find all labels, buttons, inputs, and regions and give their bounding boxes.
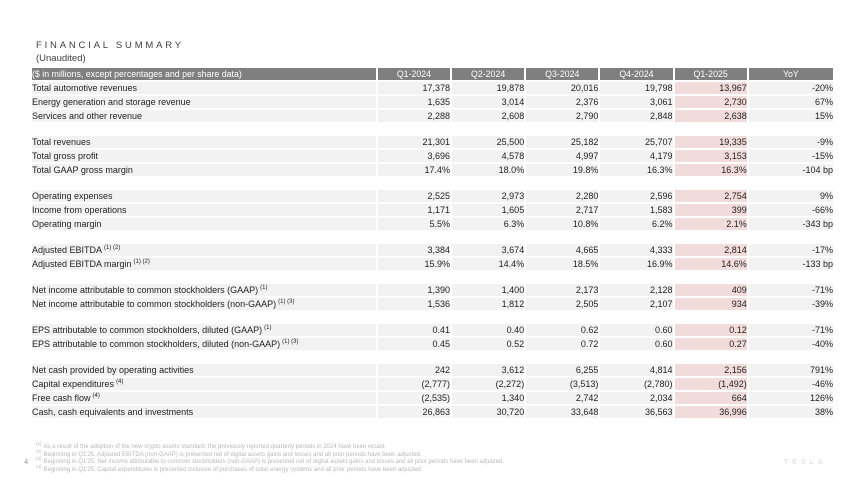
spacer-row [32,272,833,282]
value-cell-highlighted: 664 [675,392,747,404]
value-cell: 3,061 [600,96,672,108]
value-cell-highlighted: 36,996 [675,406,747,418]
row-label-cell [32,392,376,404]
table-row [32,298,833,310]
value-cell: 2,034 [600,392,672,404]
value-cell: 14.4% [452,258,524,270]
value-cell: 0.45 [378,338,450,350]
spacer-cell [675,232,747,242]
row-label: Total gross profit [32,151,99,161]
spacer-row [32,178,833,188]
value-cell: (2,272) [452,378,524,390]
row-label-cell [32,324,376,336]
table-row [32,244,833,256]
table-row [32,218,833,230]
value-cell: 4,665 [526,244,598,256]
value-cell: 0.52 [452,338,524,350]
value-cell: 4,333 [600,244,672,256]
value-cell: 18.0% [452,164,524,176]
value-cell: 9% [749,190,833,202]
value-cell: 2,525 [378,190,450,202]
table-row [32,82,833,94]
footnote-marker: (1) [36,441,42,446]
tesla-watermark-logo: TESLA [784,459,827,466]
value-cell: 1,605 [452,204,524,216]
row-label-cell [32,96,376,108]
row-label-cell [32,338,376,350]
spacer-cell [378,232,450,242]
value-cell: -9% [749,136,833,148]
row-label-cell [32,82,376,94]
value-cell: 3,384 [378,244,450,256]
value-cell: 5.5% [378,218,450,230]
row-label: Net cash provided by operating activities [32,365,194,375]
row-label: Net income attributable to common stockholders (GAAP) [32,285,259,295]
spacer-cell [600,312,672,322]
value-cell: 10.8% [526,218,598,230]
value-cell-highlighted: 0.12 [675,324,747,336]
spacer-cell [452,312,524,322]
value-cell: 3,612 [452,364,524,376]
value-cell: 126% [749,392,833,404]
spacer-cell [526,272,598,282]
value-cell: 30,720 [452,406,524,418]
value-cell: -343 bp [749,218,833,230]
spacer-cell [749,312,833,322]
row-label-cell [32,364,376,376]
value-cell: -15% [749,150,833,162]
value-cell-highlighted: 2.1% [675,218,747,230]
spacer-cell [600,124,672,134]
value-cell: 17.4% [378,164,450,176]
value-cell: 16.3% [600,164,672,176]
row-label-cell [32,258,376,270]
footnote-text: Beginning in Q1'25, Capital expenditures is presented inclusive of purchases of solar energy systems and all prior periods have been adjusted. [43,466,423,473]
value-cell: 0.72 [526,338,598,350]
footnote-line [36,456,504,467]
value-cell: 1,536 [378,298,450,310]
row-label-cell [32,150,376,162]
value-cell: (2,535) [378,392,450,404]
value-cell: 19.8% [526,164,598,176]
value-cell: 16.9% [600,258,672,270]
spacer-cell [749,124,833,134]
value-cell: 1,171 [378,204,450,216]
row-label: Cash, cash equivalents and investments [32,407,194,417]
footnote-line [36,448,504,460]
value-cell: 1,812 [452,298,524,310]
value-cell: 2,280 [526,190,598,202]
row-label: EPS attributable to common stockholders, diluted (GAAP) [32,325,263,335]
spacer-row [32,352,833,362]
spacer-cell [452,124,524,134]
footnote-text: As a result of the adoption of the new crypto assets standard, the previously reported quarterly periods in 2024 have been recast. [43,444,387,450]
footnotes [36,441,504,474]
page-number: 4 [24,457,29,466]
row-label-cell [32,378,376,390]
value-cell-highlighted: 2,156 [675,364,747,376]
value-cell: (2,777) [378,378,450,390]
value-cell-highlighted: 2,638 [675,110,747,122]
table-row [32,96,833,108]
row-label: Free cash flow [32,393,91,403]
value-cell: 2,505 [526,298,598,310]
value-cell: 15.9% [378,258,450,270]
value-cell-highlighted: 409 [675,284,747,296]
footnote-reference: (1) (2) [104,245,121,251]
row-label-cell [32,136,376,148]
value-cell: 38% [749,406,833,418]
spacer-cell [452,232,524,242]
value-cell-highlighted: 2,754 [675,190,747,202]
spacer-cell [378,124,450,134]
value-cell: -133 bp [749,258,833,270]
footnote-reference: (1) [264,325,272,331]
value-cell: 0.62 [526,324,598,336]
spacer-cell [526,352,598,362]
value-cell: 6.2% [600,218,672,230]
financial-summary-table [30,66,835,420]
value-cell: 2,848 [600,110,672,122]
value-cell: 19,878 [452,82,524,94]
header-col-q1-2024: Q1-2024 [378,68,450,80]
value-cell: 1,583 [600,204,672,216]
value-cell: 2,973 [452,190,524,202]
header-col-q4-2024: Q4-2024 [600,68,672,80]
footnote-line [36,463,504,475]
table-header-row [32,68,833,80]
value-cell: 0.60 [600,324,672,336]
value-cell: 1,340 [452,392,524,404]
value-cell: 2,596 [600,190,672,202]
value-cell: -71% [749,324,833,336]
value-cell: 2,128 [600,284,672,296]
value-cell: 4,578 [452,150,524,162]
value-cell: 1,400 [452,284,524,296]
row-label-cell [32,406,376,418]
value-cell: 1,635 [378,96,450,108]
row-label: Capital expenditures [32,379,115,389]
table-row [32,110,833,122]
spacer-cell [526,124,598,134]
row-label-cell [32,110,376,122]
value-cell: 1,390 [378,284,450,296]
footnote-text: Beginning in Q1'25, Adjusted EBITDA (non-GAAP) is presented net of digital assets gains and losses and all prior periods have been adjusted. [43,451,422,458]
table-row [32,406,833,418]
page-title: FINANCIAL SUMMARY [36,40,184,51]
value-cell-highlighted: 13,967 [675,82,747,94]
value-cell: 0.60 [600,338,672,350]
table-row [32,164,833,176]
footnote-reference: (4) [92,393,100,399]
value-cell: 33,648 [526,406,598,418]
footnote-reference: (1) (2) [133,259,150,265]
value-cell: 2,742 [526,392,598,404]
value-cell: 4,814 [600,364,672,376]
value-cell-highlighted: 2,730 [675,96,747,108]
spacer-cell [378,272,450,282]
value-cell: 15% [749,110,833,122]
header-col-yoy: YoY [749,68,833,80]
value-cell: 2,790 [526,110,598,122]
value-cell: -20% [749,82,833,94]
row-label-cell [32,164,376,176]
spacer-cell [378,352,450,362]
footnote-marker: (2) [36,448,42,454]
spacer-cell [600,272,672,282]
row-label: Services and other revenue [32,111,143,121]
value-cell: 2,107 [600,298,672,310]
spacer-cell [32,312,376,322]
row-label-cell [32,204,376,216]
spacer-row [32,124,833,134]
spacer-row [32,312,833,322]
value-cell: 2,717 [526,204,598,216]
spacer-cell [675,312,747,322]
header-label-cell: ($ in millions, except percentages and per share data) [32,68,376,80]
table-row [32,190,833,202]
spacer-cell [600,352,672,362]
row-label: Operating margin [32,219,102,229]
row-label-cell [32,244,376,256]
spacer-cell [452,352,524,362]
value-cell: (3,513) [526,378,598,390]
value-cell-highlighted: 0.27 [675,338,747,350]
footnote-reference: (1) (3) [278,299,295,305]
table-row [32,150,833,162]
value-cell: 2,288 [378,110,450,122]
row-label-cell [32,190,376,202]
footnote-reference: (1) [260,285,268,291]
footnote-line [36,441,504,452]
value-cell: 4,997 [526,150,598,162]
value-cell: 21,301 [378,136,450,148]
row-label: Adjusted EBITDA [32,245,103,255]
value-cell: 25,707 [600,136,672,148]
spacer-row [32,232,833,242]
spacer-cell [600,232,672,242]
value-cell: 0.40 [452,324,524,336]
table-row [32,204,833,216]
value-cell-highlighted: 14.6% [675,258,747,270]
row-label: Income from operations [32,205,127,215]
table-row [32,364,833,376]
table-row [32,392,833,404]
row-label: Net income attributable to common stockholders (non-GAAP) [32,299,277,309]
spacer-cell [675,272,747,282]
value-cell: 791% [749,364,833,376]
value-cell-highlighted: 19,335 [675,136,747,148]
row-label: Operating expenses [32,191,113,201]
spacer-cell [749,178,833,188]
spacer-cell [675,124,747,134]
footnote-reference: (4) [116,379,124,385]
value-cell-highlighted: 934 [675,298,747,310]
value-cell: 0.41 [378,324,450,336]
spacer-cell [32,232,376,242]
value-cell-highlighted: (1,492) [675,378,747,390]
value-cell: 36,563 [600,406,672,418]
value-cell: 67% [749,96,833,108]
spacer-cell [675,178,747,188]
value-cell: -66% [749,204,833,216]
spacer-cell [32,352,376,362]
spacer-cell [32,124,376,134]
value-cell: 2,173 [526,284,598,296]
value-cell: 242 [378,364,450,376]
value-cell: -71% [749,284,833,296]
spacer-cell [526,178,598,188]
row-label-cell [32,218,376,230]
spacer-cell [749,352,833,362]
footnote-text: Beginning in Q1'25, Net income attributable to common stockholders (non-GAAP) is presented net of digital assets gains and losses and all prior periods have been adjusted. [43,459,504,465]
value-cell: -17% [749,244,833,256]
spacer-cell [452,178,524,188]
header-col-q3-2024: Q3-2024 [526,68,598,80]
value-cell-highlighted: 3,153 [675,150,747,162]
value-cell: 4,179 [600,150,672,162]
spacer-cell [526,232,598,242]
footnote-marker: (3) [36,456,42,461]
spacer-cell [749,232,833,242]
spacer-cell [378,178,450,188]
value-cell: -39% [749,298,833,310]
value-cell: -104 bp [749,164,833,176]
value-cell: 25,182 [526,136,598,148]
row-label: EPS attributable to common stockholders, diluted (non-GAAP) [32,339,281,349]
value-cell: 26,863 [378,406,450,418]
table-row [32,136,833,148]
table-row [32,338,833,350]
value-cell: (2,780) [600,378,672,390]
footnote-marker: (4) [36,463,42,469]
value-cell: 25,500 [452,136,524,148]
value-cell: 3,014 [452,96,524,108]
header-col-q2-2024: Q2-2024 [452,68,524,80]
header-col-q1-2025: Q1-2025 [675,68,747,80]
table-row [32,284,833,296]
unaudited-subtitle: (Unaudited) [36,53,86,64]
value-cell: 6.3% [452,218,524,230]
value-cell: 2,376 [526,96,598,108]
row-label-cell [32,284,376,296]
spacer-cell [32,178,376,188]
value-cell: -40% [749,338,833,350]
spacer-cell [32,272,376,282]
value-cell: 2,608 [452,110,524,122]
row-label: Total revenues [32,137,91,147]
footnote-reference: (1) (3) [282,339,299,345]
row-label: Adjusted EBITDA margin [32,259,132,269]
row-label: Total GAAP gross margin [32,165,133,175]
spacer-cell [526,312,598,322]
value-cell-highlighted: 16.3% [675,164,747,176]
row-label: Energy generation and storage revenue [32,97,191,107]
value-cell: 18.5% [526,258,598,270]
value-cell: 20,016 [526,82,598,94]
row-label-cell [32,298,376,310]
value-cell: -46% [749,378,833,390]
spacer-cell [749,272,833,282]
value-cell-highlighted: 2,814 [675,244,747,256]
table-row [32,324,833,336]
spacer-cell [378,312,450,322]
table-row [32,378,833,390]
row-label: Total automotive revenues [32,83,138,93]
value-cell: 3,696 [378,150,450,162]
spacer-cell [600,178,672,188]
spacer-cell [675,352,747,362]
value-cell: 6,255 [526,364,598,376]
value-cell: 19,798 [600,82,672,94]
table-row [32,258,833,270]
value-cell: 17,378 [378,82,450,94]
spacer-cell [452,272,524,282]
value-cell: 3,674 [452,244,524,256]
value-cell-highlighted: 399 [675,204,747,216]
